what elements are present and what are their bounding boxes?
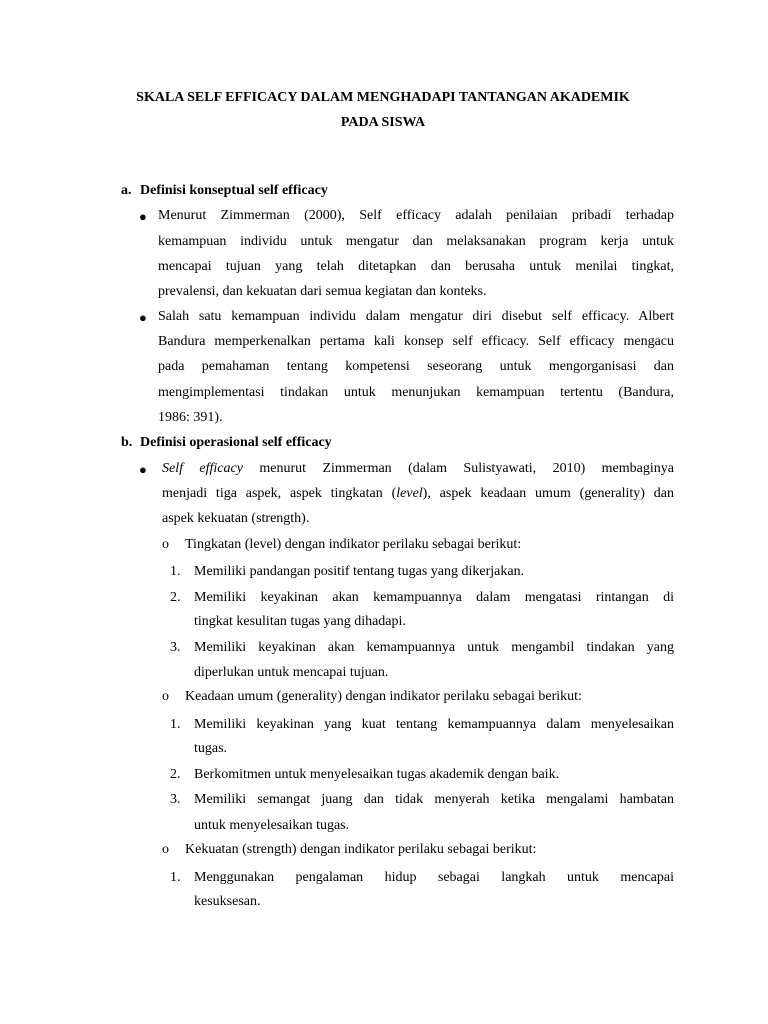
section-a-bullet-1-line-2: kemampuan individu untuk mengatur dan melaksanakan program kerja untuk: [158, 234, 674, 249]
aspect-2-heading: Keadaan umum (generality) dengan indikator perilaku sebagai berikut:: [185, 689, 582, 704]
list-number: 2.: [170, 590, 181, 605]
section-b-intro-line-3: aspek kekuatan (strength).: [162, 511, 310, 526]
section-b-marker: b.: [121, 435, 133, 450]
section-a-heading: Definisi konseptual self efficacy: [140, 183, 328, 198]
list-number: 3.: [170, 640, 181, 655]
aspect-1-item-3-line-2: diperlukan untuk mencapai tujuan.: [194, 665, 389, 680]
aspect-2-item-3-line-2: untuk menyelesaikan tugas.: [194, 818, 350, 833]
bullet-icon: ●: [139, 209, 147, 224]
aspect-2-item-1-line-1: Memiliki keyakinan yang kuat tentang kemampuannya dalam menyelesaikan: [194, 717, 674, 732]
aspect-3-heading: Kekuatan (strength) dengan indikator perilaku sebagai berikut:: [185, 842, 537, 857]
section-a-bullet-2-line-4: mengimplementasi tindakan untuk menunjukan kemampuan tertentu (Bandura,: [158, 385, 674, 400]
italic-level: level: [396, 486, 423, 501]
section-a-bullet-1-line-4: prevalensi, dan kekuatan dari semua kegiatan dan konteks.: [158, 284, 487, 299]
section-b-heading: Definisi operasional self efficacy: [140, 435, 332, 450]
intro-line-1-rest: menurut Zimmerman (dalam Sulistyawati, 2010) membaginya: [242, 461, 674, 476]
intro-line-2-end: ), aspek keadaan umum (generality) dan: [422, 486, 674, 501]
section-a-bullet-2-line-2: Bandura memperkenalkan pertama kali konsep self efficacy. Self efficacy mengacu: [158, 334, 674, 349]
section-b-intro-line-2: [162, 485, 674, 503]
sub-bullet-icon: o: [162, 842, 169, 857]
italic-term: Self efficacy: [162, 461, 243, 476]
section-a-bullet-1-line-3: mencapai tujuan yang telah ditetapkan dan berusaha untuk menilai tingkat,: [158, 259, 674, 274]
document-title-line-1: SKALA SELF EFFICACY DALAM MENGHADAPI TANTANGAN AKADEMIK: [136, 90, 630, 105]
intro-line-2-start: menjadi tiga aspek, aspek tingkatan (: [162, 486, 397, 501]
section-a-marker: a.: [121, 183, 132, 198]
bullet-icon: ●: [139, 462, 147, 477]
aspect-1-item-3-line-1: Memiliki keyakinan akan kemampuannya untuk mengambil tindakan yang: [194, 640, 674, 655]
list-number: 1.: [170, 717, 181, 732]
aspect-2-item-2-line-1: Berkomitmen untuk menyelesaikan tugas akademik dengan baik.: [194, 767, 560, 782]
list-number: 2.: [170, 767, 181, 782]
aspect-3-item-1-line-1: Menggunakan pengalaman hidup sebagai langkah untuk mencapai: [194, 870, 674, 885]
section-a-bullet-1-line-1: Menurut Zimmerman (2000), Self efficacy adalah penilaian pribadi terhadap: [158, 208, 674, 223]
list-number: 1.: [170, 870, 181, 885]
document-title-line-2: PADA SISWA: [340, 115, 426, 130]
sub-bullet-icon: o: [162, 689, 169, 704]
aspect-1-item-2-line-1: Memiliki keyakinan akan kemampuannya dalam mengatasi rintangan di: [194, 590, 674, 605]
section-a-bullet-2-line-5: 1986: 391).: [158, 410, 223, 425]
sub-bullet-icon: o: [162, 537, 169, 552]
list-number: 3.: [170, 792, 181, 807]
bullet-icon: ●: [139, 310, 147, 325]
section-a-bullet-2-line-1: Salah satu kemampuan individu dalam mengatur diri disebut self efficacy. Albert: [158, 309, 674, 324]
aspect-1-item-1-line-1: Memiliki pandangan positif tentang tugas yang dikerjakan.: [194, 564, 525, 579]
section-b-intro-line-1: [162, 460, 674, 478]
aspect-1-heading: Tingkatan (level) dengan indikator perilaku sebagai berikut:: [185, 537, 522, 552]
list-number: 1.: [170, 564, 181, 579]
aspect-2-item-1-line-2: tugas.: [194, 741, 228, 756]
aspect-2-item-3-line-1: Memiliki semangat juang dan tidak menyerah ketika mengalami hambatan: [194, 792, 674, 807]
section-a-bullet-2-line-3: pada pemahaman tentang kompetensi seseorang untuk mengorganisasi dan: [158, 359, 674, 374]
aspect-3-item-1-line-2: kesuksesan.: [194, 894, 261, 909]
aspect-1-item-2-line-2: tingkat kesulitan tugas yang dihadapi.: [194, 614, 406, 629]
